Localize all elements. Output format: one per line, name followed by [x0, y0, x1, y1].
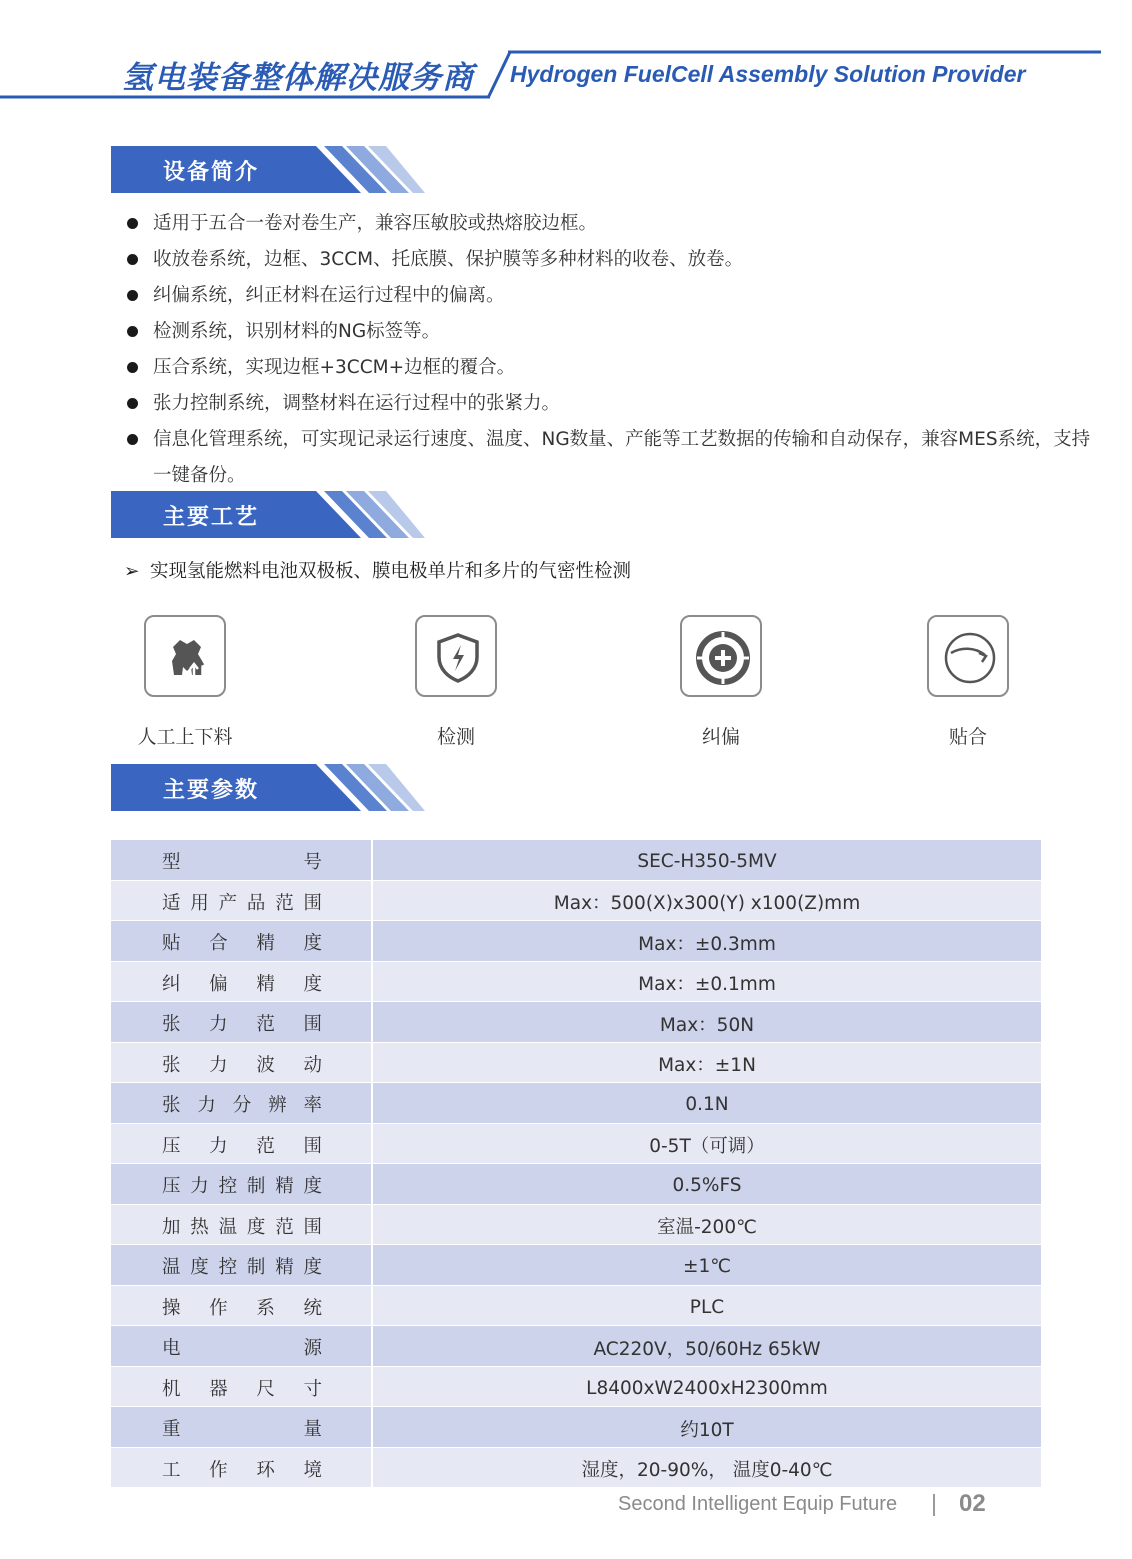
list-item-text: 纠偏系统，纠正材料在运行过程中的偏离。: [153, 285, 505, 306]
list-item-text: 收放卷系统，边框、3CCM、托底膜、保护膜等多种材料的收卷、放卷。: [153, 249, 744, 270]
section-title-intro: 设备简介: [163, 160, 260, 185]
process-text: 实现氢能燃料电池双极板、膜电极单片和多片的气密性检测: [150, 561, 632, 582]
param-key: [162, 1456, 322, 1482]
table-row: [111, 1245, 1041, 1286]
param-key: [162, 929, 322, 955]
params-table: [111, 840, 1041, 1488]
section-bar-intro: [111, 146, 431, 193]
param-key-char: 围: [303, 892, 322, 914]
param-key-char: 张: [162, 1054, 181, 1076]
param-value: Max：±0.3mm: [373, 921, 1041, 961]
list-item-text: 检测系统，识别材料的NG标签等。: [153, 321, 441, 342]
section-title-params: 主要参数: [163, 778, 260, 803]
table-row: [111, 1367, 1041, 1408]
param-key-char: 热: [190, 1216, 209, 1238]
list-item: [124, 206, 1094, 242]
param-key-cell: [111, 1367, 371, 1407]
list-item-text: 张力控制系统，调整材料在运行过程中的张紧力。: [153, 393, 561, 414]
param-key-char: 重: [162, 1419, 181, 1440]
param-key: [162, 1091, 322, 1117]
list-item-text: 适用于五合一卷对卷生产，兼容压敏胶或热熔胶边框。: [153, 213, 598, 234]
param-key-char: 寸: [303, 1378, 322, 1400]
bullet-dot: [127, 398, 138, 409]
param-key-char: 范: [275, 892, 294, 914]
param-key-char: 制: [246, 1257, 266, 1278]
param-key-char: 号: [303, 852, 322, 873]
param-key-cell: [111, 962, 371, 1002]
param-key-char: 范: [256, 1014, 275, 1035]
param-key-char: 度: [303, 933, 322, 954]
table-row: [111, 1286, 1041, 1327]
param-key: [162, 1132, 322, 1158]
param-key-char: 辨: [268, 1095, 287, 1116]
param-key-char: 张: [162, 1095, 181, 1116]
arrow-icon: ➢: [124, 561, 140, 582]
param-key-char: 型: [162, 852, 181, 873]
table-row: [111, 962, 1041, 1003]
param-key-cell: [111, 1124, 371, 1164]
param-key-char: 合: [209, 933, 228, 954]
param-key-char: 范: [256, 1135, 275, 1157]
param-key-char: 纠: [162, 973, 181, 995]
icon-label-lamination: 贴合: [948, 726, 987, 748]
param-key-char: 范: [275, 1216, 294, 1238]
param-key-cell: [111, 1286, 371, 1326]
param-key-char: 器: [209, 1378, 228, 1400]
bullet-dot: [127, 362, 138, 373]
section-bar-shape: [111, 491, 431, 538]
table-row: [111, 1164, 1041, 1205]
param-key-char: 精: [256, 933, 275, 954]
table-row: [111, 1043, 1041, 1084]
list-item-text: 压合系统，实现边框+3CCM+边框的覆合。: [153, 357, 516, 378]
param-key-char: 度: [303, 1257, 322, 1278]
param-key-cell: [111, 1205, 371, 1245]
param-key-char: 量: [303, 1419, 322, 1440]
param-key-char: 力: [190, 1176, 209, 1197]
table-row: [111, 1407, 1041, 1448]
param-value: PLC: [373, 1286, 1041, 1326]
param-key-char: 制: [246, 1176, 266, 1197]
header-title-cn: 氢电装备整体解决服务商: [122, 60, 474, 96]
param-value: 湿度，20-90%， 温度0-40℃: [373, 1448, 1041, 1488]
param-key-char: 操: [162, 1297, 181, 1319]
param-key-char: 尺: [256, 1378, 275, 1400]
param-key-char: 温: [162, 1257, 181, 1278]
section-bar-process: [111, 491, 431, 538]
param-key-char: 围: [303, 1216, 322, 1238]
table-row: [111, 881, 1041, 922]
table-row: [111, 1205, 1041, 1246]
param-key-char: 源: [303, 1338, 322, 1359]
bullet-dot: [127, 434, 138, 445]
param-key-char: 产: [218, 892, 238, 914]
param-key-char: 环: [256, 1459, 275, 1481]
bullet-dot: [127, 290, 138, 301]
lamination-icon: [927, 615, 1009, 697]
param-key: [162, 1172, 322, 1198]
param-key-char: 分: [232, 1095, 252, 1116]
param-key: [162, 889, 322, 915]
bullet-dot: [127, 326, 138, 337]
section-bar-shape: [111, 146, 431, 193]
param-key-char: 率: [303, 1095, 322, 1116]
param-key: [162, 1010, 322, 1036]
param-key-char: 动: [303, 1054, 322, 1076]
param-key: [162, 970, 322, 996]
section-bar-shape: [111, 764, 431, 811]
list-item: [124, 350, 1094, 386]
param-key: [162, 1415, 322, 1441]
shield-detection-icon: [415, 615, 497, 697]
param-key: [162, 1375, 322, 1401]
table-row: [111, 1448, 1041, 1489]
param-key-char: 贴: [162, 933, 181, 954]
param-key-cell: [111, 840, 371, 880]
param-key-char: 压: [162, 1135, 181, 1157]
param-key-char: 控: [218, 1176, 238, 1197]
param-key-char: 工: [162, 1459, 181, 1481]
param-key-char: 系: [256, 1297, 275, 1319]
list-item: [124, 386, 1094, 422]
footer-divider: [933, 1494, 935, 1516]
table-row: [111, 1124, 1041, 1165]
param-key-char: 围: [303, 1014, 322, 1035]
icon-label-manual-loading: 人工上下料: [137, 726, 233, 748]
bullet-dot: [127, 254, 138, 265]
param-key-cell: [111, 1002, 371, 1042]
param-key-char: 精: [256, 973, 275, 995]
param-key-cell: [111, 1164, 371, 1204]
param-key-char: 精: [275, 1176, 294, 1197]
param-key-char: 电: [162, 1338, 181, 1359]
param-value: ±1℃: [373, 1245, 1041, 1285]
param-key-char: 品: [246, 892, 266, 914]
param-key: [162, 1294, 322, 1320]
param-key-char: 境: [303, 1459, 322, 1481]
param-key-cell: [111, 921, 371, 961]
section-bar-params: [111, 764, 431, 811]
param-key-char: 用: [190, 892, 209, 914]
param-key-char: 度: [303, 973, 322, 995]
header-title-en: Hydrogen FuelCell Assembly Solution Provider: [510, 61, 1026, 87]
table-row: [111, 1326, 1041, 1367]
param-value: 0.1N: [373, 1083, 1041, 1123]
param-key-char: 温: [218, 1216, 238, 1238]
list-item: [124, 422, 1094, 494]
footer-slogan: Second Intelligent Equip Future: [618, 1493, 898, 1515]
param-value: AC220V，50/60Hz 65kW: [373, 1326, 1041, 1366]
param-key-char: 加: [162, 1216, 181, 1238]
param-key: [162, 1213, 322, 1239]
param-key-cell: [111, 1448, 371, 1488]
param-value: Max：500(X)x300(Y) x100(Z)mm: [373, 881, 1041, 921]
param-key: [162, 1253, 322, 1279]
param-key-cell: [111, 1245, 371, 1285]
param-value: L8400xW2400xH2300mm: [373, 1367, 1041, 1407]
table-row: [111, 840, 1041, 881]
param-key-cell: [111, 1043, 371, 1083]
param-key-char: 适: [162, 892, 181, 914]
icon-label-deviation: 纠偏: [701, 726, 740, 748]
param-key-char: 度: [246, 1216, 266, 1238]
param-key-char: 力: [209, 1135, 228, 1157]
param-key-char: 精: [275, 1257, 294, 1278]
param-key: [162, 1334, 322, 1360]
param-key-cell: [111, 1326, 371, 1366]
manual-loading-icon: [144, 615, 226, 697]
param-key-char: 力: [197, 1095, 216, 1116]
param-key-char: 张: [162, 1014, 181, 1035]
param-key-cell: [111, 1083, 371, 1123]
icon-label-detection: 检测: [436, 726, 475, 748]
page-number: 02: [959, 1490, 986, 1517]
param-key-char: 作: [209, 1459, 228, 1481]
param-value: SEC-H350-5MV: [373, 840, 1041, 880]
param-key-char: 波: [256, 1054, 275, 1076]
section-title-process: 主要工艺: [163, 505, 260, 530]
table-row: [111, 1083, 1041, 1124]
param-value: 0.5%FS: [373, 1164, 1041, 1204]
param-value: Max：±0.1mm: [373, 962, 1041, 1002]
table-row: [111, 1002, 1041, 1043]
bullet-dot: [127, 218, 138, 229]
list-item-text: 信息化管理系统，可实现记录运行速度、温度、NG数量、产能等工艺数据的传输和自动保存，兼容MES系统，支持一键备份。: [153, 429, 1091, 486]
param-key-cell: [111, 881, 371, 921]
process-description: [124, 557, 631, 583]
param-key-char: 偏: [209, 973, 228, 995]
param-value: 0-5T（可调）: [373, 1124, 1041, 1164]
intro-list: [124, 206, 1094, 494]
page-header: [0, 0, 1132, 110]
param-key-char: 力: [209, 1054, 228, 1076]
param-key-char: 作: [209, 1297, 228, 1319]
list-item: [124, 278, 1094, 314]
param-key-char: 度: [303, 1176, 322, 1197]
param-key: [162, 1051, 322, 1077]
param-key-char: 统: [303, 1297, 322, 1319]
param-key-char: 围: [303, 1135, 322, 1157]
param-value: 室温-200℃: [373, 1205, 1041, 1245]
table-row: [111, 921, 1041, 962]
param-key-cell: [111, 1407, 371, 1447]
param-value: Max：±1N: [373, 1043, 1041, 1083]
param-key-char: 机: [162, 1378, 181, 1400]
list-item: [124, 242, 1094, 278]
param-value: 约10T: [373, 1407, 1041, 1447]
list-item: [124, 314, 1094, 350]
param-key-char: 控: [218, 1257, 238, 1278]
deviation-correction-icon: [680, 615, 762, 697]
param-key-char: 度: [190, 1257, 209, 1278]
param-value: Max：50N: [373, 1002, 1041, 1042]
param-key-char: 压: [162, 1176, 181, 1197]
param-key-char: 力: [209, 1014, 228, 1035]
param-key: [162, 848, 322, 874]
